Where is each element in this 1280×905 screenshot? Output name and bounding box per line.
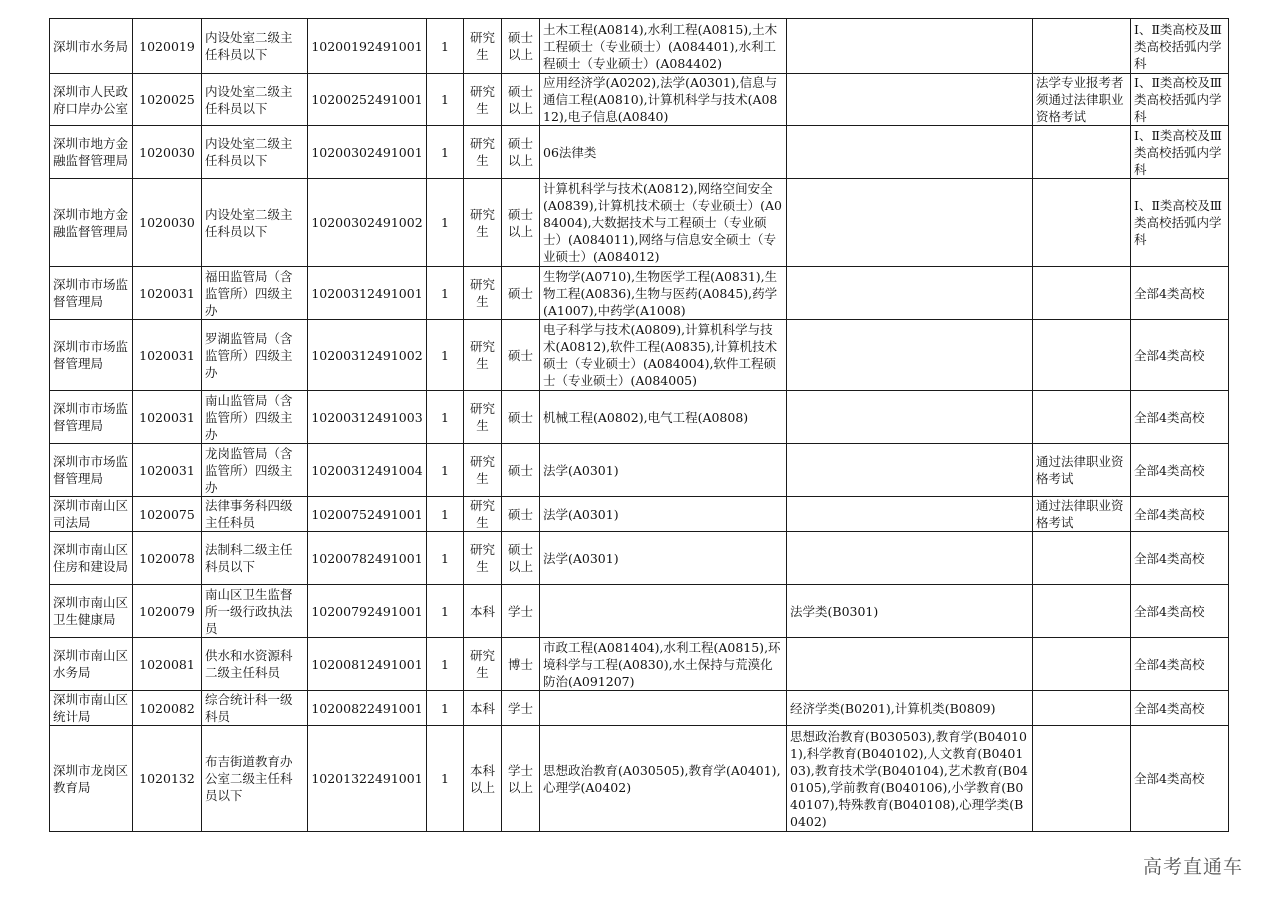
code-cell: 1020019 <box>133 19 202 74</box>
education-level-cell: 研究生 <box>464 391 502 444</box>
post-cell: 内设处室二级主任科员以下 <box>202 179 308 267</box>
school-requirement-cell: Ⅰ、Ⅱ类高校及Ⅲ类高校括弧内学科 <box>1131 19 1229 74</box>
graduate-major-cell: 电子科学与技术(A0809),计算机科学与技术(A0812),软件工程(A0835),计算机技术硕士（专业硕士）(A084004),软件工程硕士（专业硕士）(A084005) <box>540 320 787 391</box>
count-cell: 1 <box>427 19 464 74</box>
education-level-cell: 研究生 <box>464 444 502 497</box>
undergraduate-major-cell: 法学类(B0301) <box>787 585 1033 638</box>
table-row <box>50 726 1229 832</box>
post-cell: 南山监管局（含监管所）四级主办 <box>202 391 308 444</box>
code-cell: 1020030 <box>133 179 202 267</box>
table-row <box>50 19 1229 74</box>
code-cell: 1020031 <box>133 391 202 444</box>
post-cell: 罗湖监管局（含监管所）四级主办 <box>202 320 308 391</box>
unit-cell: 深圳市南山区司法局 <box>50 497 133 532</box>
code-cell: 1020075 <box>133 497 202 532</box>
post-cell: 综合统计科一级科员 <box>202 691 308 726</box>
undergraduate-major-cell <box>787 391 1033 444</box>
undergraduate-major-cell <box>787 126 1033 179</box>
unit-cell: 深圳市人民政府口岸办公室 <box>50 74 133 126</box>
post-cell: 布吉街道教育办公室二级主任科员以下 <box>202 726 308 832</box>
undergraduate-major-cell: 思想政治教育(B030503),教育学(B040101),科学教育(B040102),人文教育(B040103),教育技术学(B040104),艺术教育(B040105),学前教育(B040106),小学教育(B040107),特殊教育(B040108),心理学类(B0402) <box>787 726 1033 832</box>
graduate-major-cell: 机械工程(A0802),电气工程(A0808) <box>540 391 787 444</box>
count-cell: 1 <box>427 320 464 391</box>
school-requirement-cell: 全部4类高校 <box>1131 497 1229 532</box>
education-level-cell: 研究生 <box>464 267 502 320</box>
unit-cell: 深圳市地方金融监督管理局 <box>50 126 133 179</box>
post-code-cell: 10200812491001 <box>308 638 427 691</box>
note-cell <box>1033 320 1131 391</box>
count-cell: 1 <box>427 179 464 267</box>
count-cell: 1 <box>427 497 464 532</box>
post-code-cell: 10200252491001 <box>308 74 427 126</box>
count-cell: 1 <box>427 74 464 126</box>
undergraduate-major-cell <box>787 532 1033 585</box>
note-cell <box>1033 126 1131 179</box>
table-row <box>50 126 1229 179</box>
school-requirement-cell: 全部4类高校 <box>1131 691 1229 726</box>
education-level-cell: 研究生 <box>464 497 502 532</box>
table-row <box>50 585 1229 638</box>
unit-cell: 深圳市市场监督管理局 <box>50 391 133 444</box>
post-cell: 法制科二级主任科员以下 <box>202 532 308 585</box>
table-row <box>50 691 1229 726</box>
degree-cell: 学士以上 <box>502 726 540 832</box>
note-cell <box>1033 585 1131 638</box>
post-code-cell: 10200752491001 <box>308 497 427 532</box>
post-code-cell: 10200312491002 <box>308 320 427 391</box>
degree-cell: 硕士 <box>502 497 540 532</box>
code-cell: 1020031 <box>133 267 202 320</box>
count-cell: 1 <box>427 126 464 179</box>
count-cell: 1 <box>427 532 464 585</box>
unit-cell: 深圳市南山区住房和建设局 <box>50 532 133 585</box>
graduate-major-cell: 06法律类 <box>540 126 787 179</box>
table-row <box>50 179 1229 267</box>
code-cell: 1020082 <box>133 691 202 726</box>
note-cell <box>1033 267 1131 320</box>
note-cell <box>1033 19 1131 74</box>
degree-cell: 硕士以上 <box>502 532 540 585</box>
count-cell: 1 <box>427 267 464 320</box>
table-row <box>50 267 1229 320</box>
degree-cell: 硕士以上 <box>502 179 540 267</box>
watermark: 高考直通车 <box>1143 856 1244 878</box>
degree-cell: 硕士以上 <box>502 126 540 179</box>
note-cell: 通过法律职业资格考试 <box>1033 444 1131 497</box>
undergraduate-major-cell <box>787 638 1033 691</box>
post-cell: 内设处室二级主任科员以下 <box>202 74 308 126</box>
school-requirement-cell: Ⅰ、Ⅱ类高校及Ⅲ类高校括弧内学科 <box>1131 126 1229 179</box>
degree-cell: 学士 <box>502 691 540 726</box>
code-cell: 1020132 <box>133 726 202 832</box>
count-cell: 1 <box>427 726 464 832</box>
school-requirement-cell: 全部4类高校 <box>1131 320 1229 391</box>
table-row <box>50 497 1229 532</box>
unit-cell: 深圳市市场监督管理局 <box>50 444 133 497</box>
code-cell: 1020078 <box>133 532 202 585</box>
note-cell <box>1033 532 1131 585</box>
note-cell: 通过法律职业资格考试 <box>1033 497 1131 532</box>
code-cell: 1020025 <box>133 74 202 126</box>
post-cell: 供水和水资源科二级主任科员 <box>202 638 308 691</box>
undergraduate-major-cell <box>787 267 1033 320</box>
graduate-major-cell: 计算机科学与技术(A0812),网络空间安全(A0839),计算机技术硕士（专业硕士）(A084004),大数据技术与工程硕士（专业硕士）(A084011),网络与信息安全硕士（专业硕士）(A084012) <box>540 179 787 267</box>
graduate-major-cell: 土木工程(A0814),水利工程(A0815),土木工程硕士（专业硕士）(A084401),水利工程硕士（专业硕士）(A084402) <box>540 19 787 74</box>
post-code-cell: 10200782491001 <box>308 532 427 585</box>
school-requirement-cell: Ⅰ、Ⅱ类高校及Ⅲ类高校括弧内学科 <box>1131 179 1229 267</box>
note-cell <box>1033 391 1131 444</box>
undergraduate-major-cell <box>787 74 1033 126</box>
post-code-cell: 10200822491001 <box>308 691 427 726</box>
school-requirement-cell: 全部4类高校 <box>1131 391 1229 444</box>
undergraduate-major-cell: 经济学类(B0201),计算机类(B0809) <box>787 691 1033 726</box>
graduate-major-cell: 法学(A0301) <box>540 497 787 532</box>
note-cell <box>1033 179 1131 267</box>
degree-cell: 硕士以上 <box>502 74 540 126</box>
degree-cell: 硕士 <box>502 444 540 497</box>
note-cell: 法学专业报考者须通过法律职业资格考试 <box>1033 74 1131 126</box>
post-code-cell: 10200312491003 <box>308 391 427 444</box>
education-level-cell: 研究生 <box>464 19 502 74</box>
table-row <box>50 532 1229 585</box>
unit-cell: 深圳市市场监督管理局 <box>50 320 133 391</box>
post-cell: 福田监管局（含监管所）四级主办 <box>202 267 308 320</box>
count-cell: 1 <box>427 444 464 497</box>
code-cell: 1020031 <box>133 444 202 497</box>
table-row <box>50 391 1229 444</box>
degree-cell: 硕士以上 <box>502 19 540 74</box>
degree-cell: 学士 <box>502 585 540 638</box>
school-requirement-cell: Ⅰ、Ⅱ类高校及Ⅲ类高校括弧内学科 <box>1131 74 1229 126</box>
post-code-cell: 10200192491001 <box>308 19 427 74</box>
job-table-body <box>50 19 1229 832</box>
education-level-cell: 本科 <box>464 691 502 726</box>
school-requirement-cell: 全部4类高校 <box>1131 444 1229 497</box>
education-level-cell: 本科 <box>464 585 502 638</box>
unit-cell: 深圳市水务局 <box>50 19 133 74</box>
unit-cell: 深圳市市场监督管理局 <box>50 267 133 320</box>
undergraduate-major-cell <box>787 320 1033 391</box>
education-level-cell: 研究生 <box>464 179 502 267</box>
school-requirement-cell: 全部4类高校 <box>1131 585 1229 638</box>
school-requirement-cell: 全部4类高校 <box>1131 638 1229 691</box>
school-requirement-cell: 全部4类高校 <box>1131 726 1229 832</box>
graduate-major-cell: 思想政治教育(A030505),教育学(A0401),心理学(A0402) <box>540 726 787 832</box>
post-code-cell: 10200312491001 <box>308 267 427 320</box>
graduate-major-cell: 法学(A0301) <box>540 532 787 585</box>
post-code-cell: 10200302491001 <box>308 126 427 179</box>
count-cell: 1 <box>427 691 464 726</box>
table-row <box>50 444 1229 497</box>
graduate-major-cell: 法学(A0301) <box>540 444 787 497</box>
degree-cell: 硕士 <box>502 320 540 391</box>
graduate-major-cell <box>540 585 787 638</box>
school-requirement-cell: 全部4类高校 <box>1131 267 1229 320</box>
note-cell <box>1033 726 1131 832</box>
undergraduate-major-cell <box>787 497 1033 532</box>
unit-cell: 深圳市南山区卫生健康局 <box>50 585 133 638</box>
job-table <box>49 18 1229 832</box>
post-code-cell: 10200312491004 <box>308 444 427 497</box>
graduate-major-cell: 市政工程(A081404),水利工程(A0815),环境科学与工程(A0830),水土保持与荒漠化防治(A091207) <box>540 638 787 691</box>
graduate-major-cell <box>540 691 787 726</box>
note-cell <box>1033 691 1131 726</box>
education-level-cell: 研究生 <box>464 638 502 691</box>
code-cell: 1020079 <box>133 585 202 638</box>
undergraduate-major-cell <box>787 19 1033 74</box>
degree-cell: 硕士 <box>502 267 540 320</box>
unit-cell: 深圳市南山区水务局 <box>50 638 133 691</box>
code-cell: 1020031 <box>133 320 202 391</box>
unit-cell: 深圳市南山区统计局 <box>50 691 133 726</box>
post-cell: 内设处室二级主任科员以下 <box>202 19 308 74</box>
note-cell <box>1033 638 1131 691</box>
code-cell: 1020081 <box>133 638 202 691</box>
education-level-cell: 本科以上 <box>464 726 502 832</box>
degree-cell: 博士 <box>502 638 540 691</box>
undergraduate-major-cell <box>787 179 1033 267</box>
post-code-cell: 10200302491002 <box>308 179 427 267</box>
table-row <box>50 320 1229 391</box>
post-cell: 内设处室二级主任科员以下 <box>202 126 308 179</box>
unit-cell: 深圳市地方金融监督管理局 <box>50 179 133 267</box>
post-cell: 南山区卫生监督所一级行政执法员 <box>202 585 308 638</box>
count-cell: 1 <box>427 638 464 691</box>
education-level-cell: 研究生 <box>464 532 502 585</box>
school-requirement-cell: 全部4类高校 <box>1131 532 1229 585</box>
code-cell: 1020030 <box>133 126 202 179</box>
count-cell: 1 <box>427 391 464 444</box>
post-cell: 法律事务科四级主任科员 <box>202 497 308 532</box>
table-row <box>50 74 1229 126</box>
undergraduate-major-cell <box>787 444 1033 497</box>
graduate-major-cell: 生物学(A0710),生物医学工程(A0831),生物工程(A0836),生物与医药(A0845),药学(A1007),中药学(A1008) <box>540 267 787 320</box>
education-level-cell: 研究生 <box>464 126 502 179</box>
table-row <box>50 638 1229 691</box>
graduate-major-cell: 应用经济学(A0202),法学(A0301),信息与通信工程(A0810),计算机科学与技术(A0812),电子信息(A0840) <box>540 74 787 126</box>
education-level-cell: 研究生 <box>464 320 502 391</box>
degree-cell: 硕士 <box>502 391 540 444</box>
count-cell: 1 <box>427 585 464 638</box>
unit-cell: 深圳市龙岗区教育局 <box>50 726 133 832</box>
education-level-cell: 研究生 <box>464 74 502 126</box>
post-cell: 龙岗监管局（含监管所）四级主办 <box>202 444 308 497</box>
post-code-cell: 10201322491001 <box>308 726 427 832</box>
post-code-cell: 10200792491001 <box>308 585 427 638</box>
